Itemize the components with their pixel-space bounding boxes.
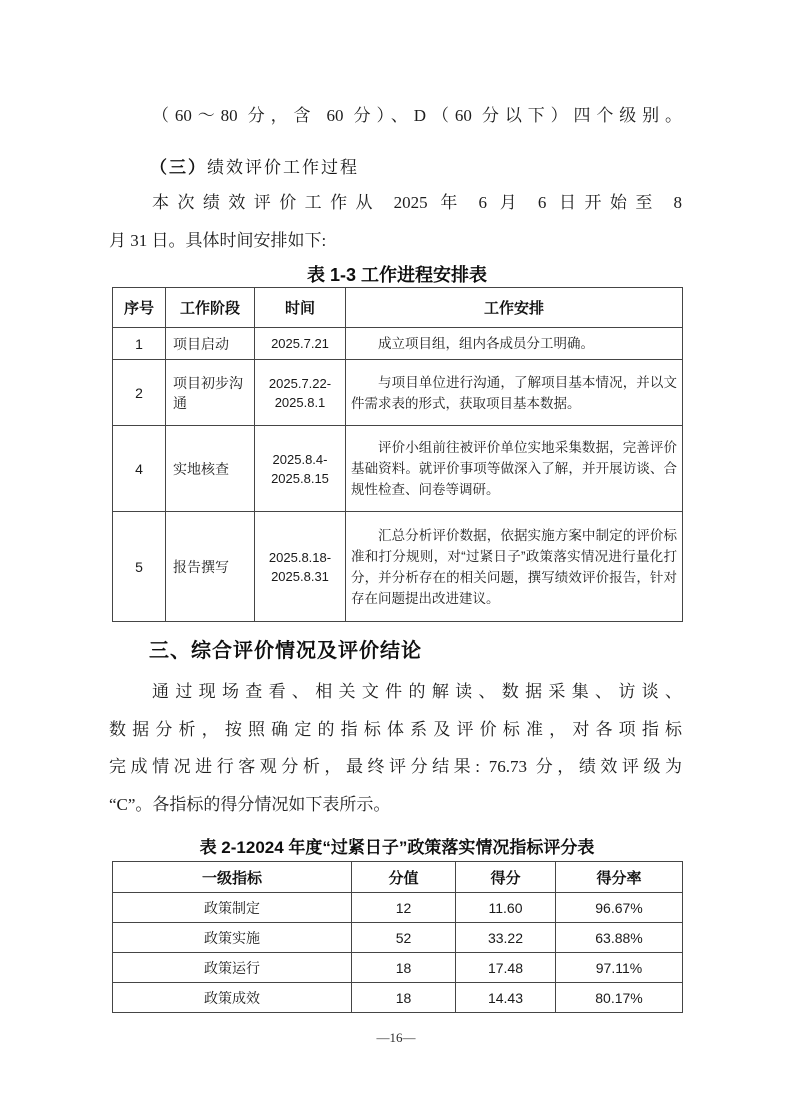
table-cell-rate: 80.17% [556, 983, 683, 1013]
table-cell-rate: 63.88% [556, 923, 683, 953]
table-cell-plan-text: 评价小组前往被评价单位实地采集数据，完善评价基础资料。就评价事项等做深入了解，并开展访谈、合规性检查、问卷等调研。 [351, 440, 677, 497]
table-cell-time: 2025.8.4-2025.8.15 [255, 426, 346, 512]
table2-row [113, 953, 683, 983]
table-cell-plan-text: 与项目单位进行沟通，了解项目基本情况，并以文件需求表的形式，获取项目基本数据。 [351, 374, 677, 411]
paragraph-conclusion-line-4: “C”。各指标的得分情况如下表所示。 [109, 795, 391, 814]
table-cell-time: 2025.7.21 [255, 328, 346, 360]
table-cell-stage: 报告撰写 [166, 512, 255, 622]
table1-row [113, 426, 683, 512]
heading-section-3-title: 绩效评价工作过程 [207, 158, 359, 177]
table-cell-points: 18 [352, 983, 456, 1013]
paragraph-conclusion-line-3: 完成情况进行客观分析，最终评分结果: 76.73 分，绩效评级为 [109, 757, 682, 776]
table-cell-stage: 项目启动 [166, 328, 255, 360]
table-cell-time: 2025.7.22-2025.8.1 [255, 360, 346, 426]
table2-header-points: 分值 [352, 862, 456, 893]
table-cell-points: 18 [352, 953, 456, 983]
table1-row [113, 512, 683, 622]
table1-header-stage: 工作阶段 [166, 288, 255, 328]
page-number: —16— [376, 1030, 416, 1045]
heading-section-overall-evaluation: 三、综合评价情况及评价结论 [149, 640, 422, 662]
table1-row [113, 360, 683, 426]
table1-row [113, 328, 683, 360]
table-cell-stage: 实地核查 [166, 426, 255, 512]
table-cell-score: 33.22 [456, 923, 556, 953]
paragraph-grade-levels: （60～80 分，含 60 分）、D（60 分以下）四个级别。 [152, 106, 682, 125]
table-cell-rate: 96.67% [556, 893, 683, 923]
table-cell-seq: 4 [113, 426, 166, 512]
table1-header-row [113, 288, 683, 328]
table-cell-seq: 5 [113, 512, 166, 622]
table-cell-score: 17.48 [456, 953, 556, 983]
table1-header-seq: 序号 [113, 288, 166, 328]
paragraph-conclusion-line-1: 通过现场查看、相关文件的解读、数据采集、访谈、 [152, 682, 682, 701]
table-cell-indicator: 政策实施 [113, 923, 352, 953]
table-cell-points: 12 [352, 893, 456, 923]
table-cell-time: 2025.8.18-2025.8.31 [255, 512, 346, 622]
table1-header-time: 时间 [255, 288, 346, 328]
paragraph-conclusion-line-2: 数据分析，按照确定的指标体系及评价标准，对各项指标 [109, 720, 682, 739]
table-cell-plan [346, 328, 683, 360]
paragraph-schedule-line-2: 月 31 日。具体时间安排如下: [109, 231, 327, 250]
table-cell-plan [346, 512, 683, 622]
table-cell-seq: 1 [113, 328, 166, 360]
table-cell-indicator: 政策制定 [113, 893, 352, 923]
table2-title: 表 2-12024 年度“过紧日子”政策落实情况指标评分表 [199, 838, 595, 857]
table2-header-indicator: 一级指标 [113, 862, 352, 893]
table-cell-seq: 2 [113, 360, 166, 426]
table-cell-rate: 97.11% [556, 953, 683, 983]
table2-row [113, 923, 683, 953]
table-cell-stage: 项目初步沟通 [166, 360, 255, 426]
table1-title: 表 1-3 工作进程安排表 [306, 265, 488, 285]
table1-header-plan: 工作安排 [346, 288, 683, 328]
table2-header-row [113, 862, 683, 893]
table2-row [113, 893, 683, 923]
table-cell-indicator: 政策运行 [113, 953, 352, 983]
table-cell-plan [346, 426, 683, 512]
heading-section-3-marker: （三） [150, 158, 207, 177]
table2-header-score: 得分 [456, 862, 556, 893]
table-cell-plan [346, 360, 683, 426]
table-cell-score: 11.60 [456, 893, 556, 923]
heading-section-3 [150, 153, 359, 178]
table-cell-indicator: 政策成效 [113, 983, 352, 1013]
table2-header-rate: 得分率 [556, 862, 683, 893]
table-cell-score: 14.43 [456, 983, 556, 1013]
table-cell-plan-text: 成立项目组，组内各成员分工明确。 [378, 336, 594, 351]
table-cell-points: 52 [352, 923, 456, 953]
paragraph-schedule-line-1: 本次绩效评价工作从 2025 年 6 月 6 日开始至 8 [152, 193, 682, 212]
work-progress-table [112, 287, 683, 622]
table2-row [113, 983, 683, 1013]
indicator-score-table [112, 861, 683, 1013]
table-cell-plan-text: 汇总分析评价数据，依据实施方案中制定的评价标准和打分规则，对“过紧日子”政策落实情况进行量化打分，并分析存在的相关问题，撰写绩效评价报告，针对存在问题提出改进建议。 [351, 527, 677, 606]
